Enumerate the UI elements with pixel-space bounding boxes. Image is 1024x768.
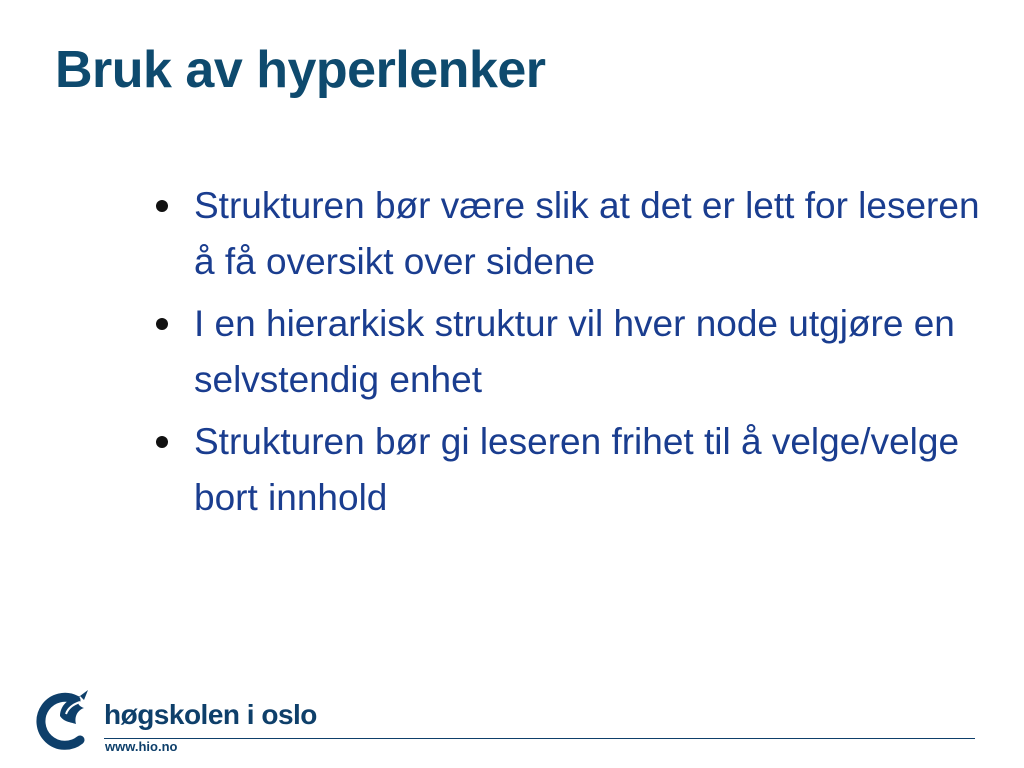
bullet-item	[150, 296, 980, 408]
bullet-item	[150, 178, 980, 290]
hio-logo-icon	[36, 686, 100, 750]
bullet-dot-icon	[156, 200, 168, 212]
bullet-item	[150, 414, 980, 526]
bullet-dot-icon	[156, 318, 168, 330]
logo-url: www.hio.no	[105, 739, 178, 754]
bullet-text: Strukturen bør gi leseren frihet til å velge/velge bort innhold	[194, 421, 960, 518]
footer-divider	[104, 738, 975, 739]
slide-title: Bruk av hyperlenker	[55, 41, 546, 99]
bullet-list	[150, 178, 980, 532]
bullet-text: I en hierarkisk struktur vil hver node utgjøre en selvstendig enhet	[194, 303, 955, 400]
bullet-text: Strukturen bør være slik at det er lett for leseren å få oversikt over sidene	[194, 185, 980, 282]
bullet-dot-icon	[156, 436, 168, 448]
footer-logo	[30, 678, 330, 758]
logo-name: høgskolen i oslo	[104, 699, 317, 730]
